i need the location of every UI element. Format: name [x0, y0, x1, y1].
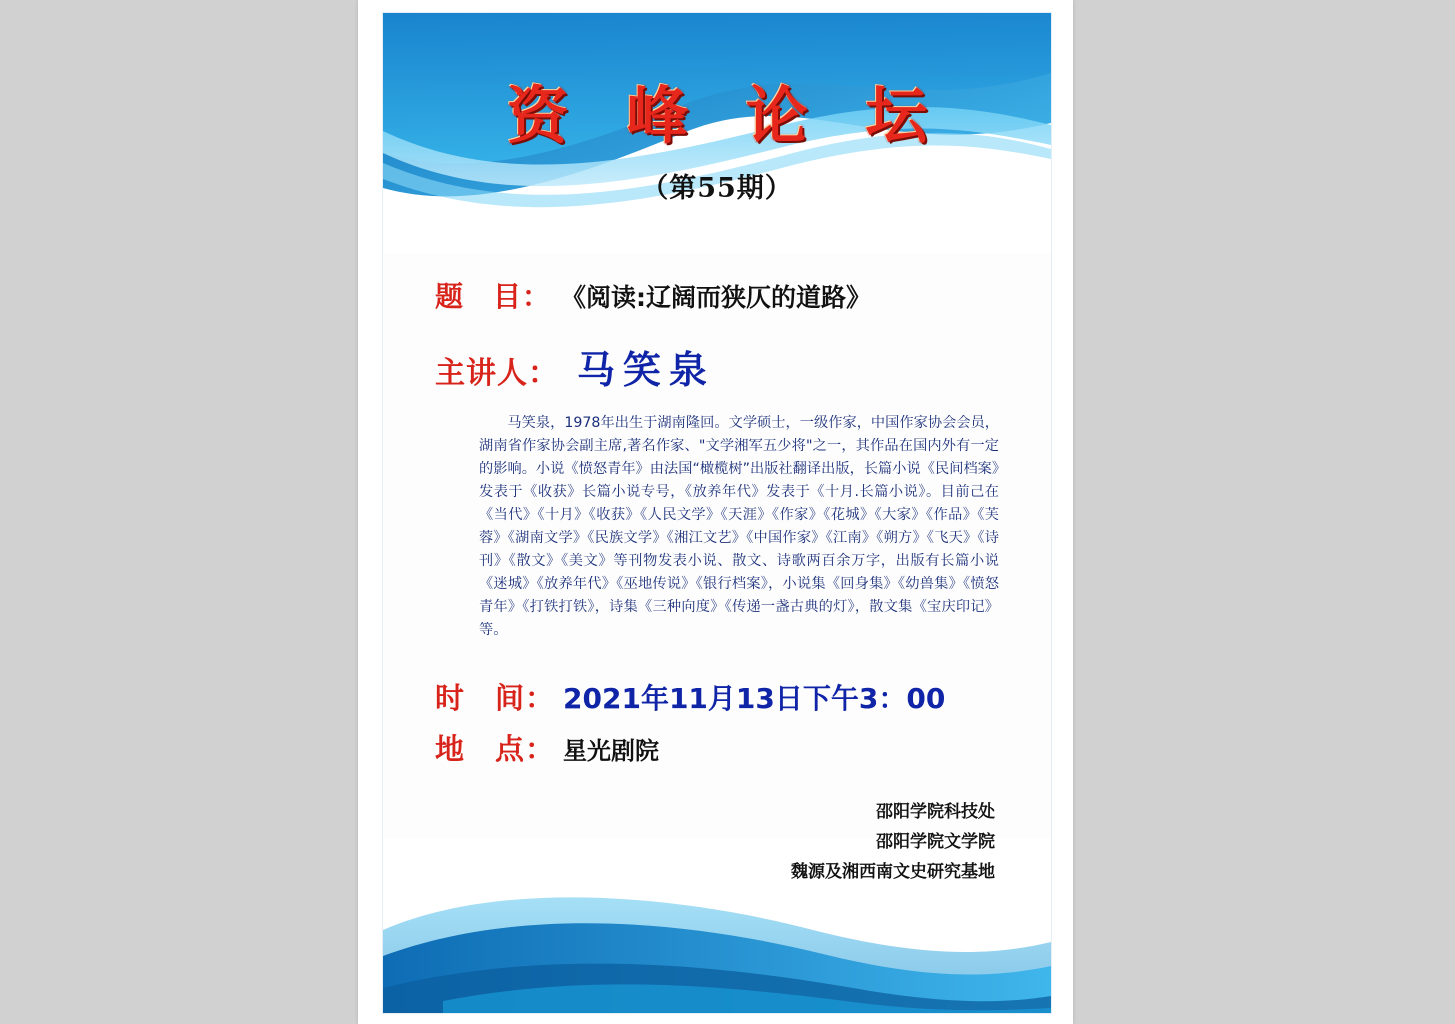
place-value: 星光剧院 — [563, 737, 660, 765]
place-row — [383, 727, 1051, 768]
poster-canvas — [382, 12, 1052, 1014]
organizer-list — [383, 798, 1051, 887]
time-row — [383, 676, 1051, 717]
page-right-margin — [1073, 0, 1455, 1024]
organizer-item: 邵阳学院科技处 — [876, 802, 995, 822]
organizer-item: 魏源及湘西南文史研究基地 — [791, 861, 995, 882]
time-value: 2021年11月13日下午3：00 — [563, 682, 946, 715]
time-label: 时 间： — [435, 681, 556, 715]
place-label: 地 点： — [435, 732, 556, 766]
topic-row — [383, 275, 1051, 315]
organizer-item: 邵阳学院文学院 — [876, 831, 995, 852]
speaker-label: 主讲人： — [435, 356, 559, 391]
poster-sheet — [358, 0, 1073, 1024]
topic-label: 题 目： — [435, 280, 552, 313]
schedule-block — [383, 676, 1051, 768]
poster-title: 资 峰 论 坛 — [506, 79, 946, 152]
poster-issue: （第55期） — [641, 173, 793, 205]
speaker-value: 马笑泉 — [577, 347, 716, 392]
page-left-margin — [0, 0, 358, 1024]
title-block — [383, 79, 1051, 205]
poster-content — [383, 263, 1051, 887]
topic-value: 《阅读:辽阔而狭仄的道路》 — [561, 283, 872, 312]
speaker-bio: 马笑泉，1978年出生于湖南隆回。文学硕士，一级作家，中国作家协会会员，湖南省作家协会副主席,著名作家、"文学湘军五少将"之一，其作品在国内外有一定的影响。小说《愤怒青年》由法国“橄榄树”出版社翻译出版，长篇小说《民间档案》发表于《收获》长篇小说专号，《放养年代》发表于《十月.长篇小说》。目前己在《当代》《十月》《收获》《人民文学》《天涯》《作家》《花城》《大家》《作品》《芙蓉》《湖南文学》《民族文学》《湘江文艺》《中国作家》《江南》《朔方》《飞天》《诗刊》《散文》《美文》等刊物发表小说、散文、诗歌两百余万字，出版有长篇小说《迷城》《放养年代》《巫地传说》《银行档案》，小说集《回身集》《幼兽集》《愤怒青年》《打铁打铁》，诗集《三种向度》《传递一盏古典的灯》，散文集《宝庆印记》等。 — [479, 415, 999, 638]
speaker-row — [383, 339, 1051, 394]
